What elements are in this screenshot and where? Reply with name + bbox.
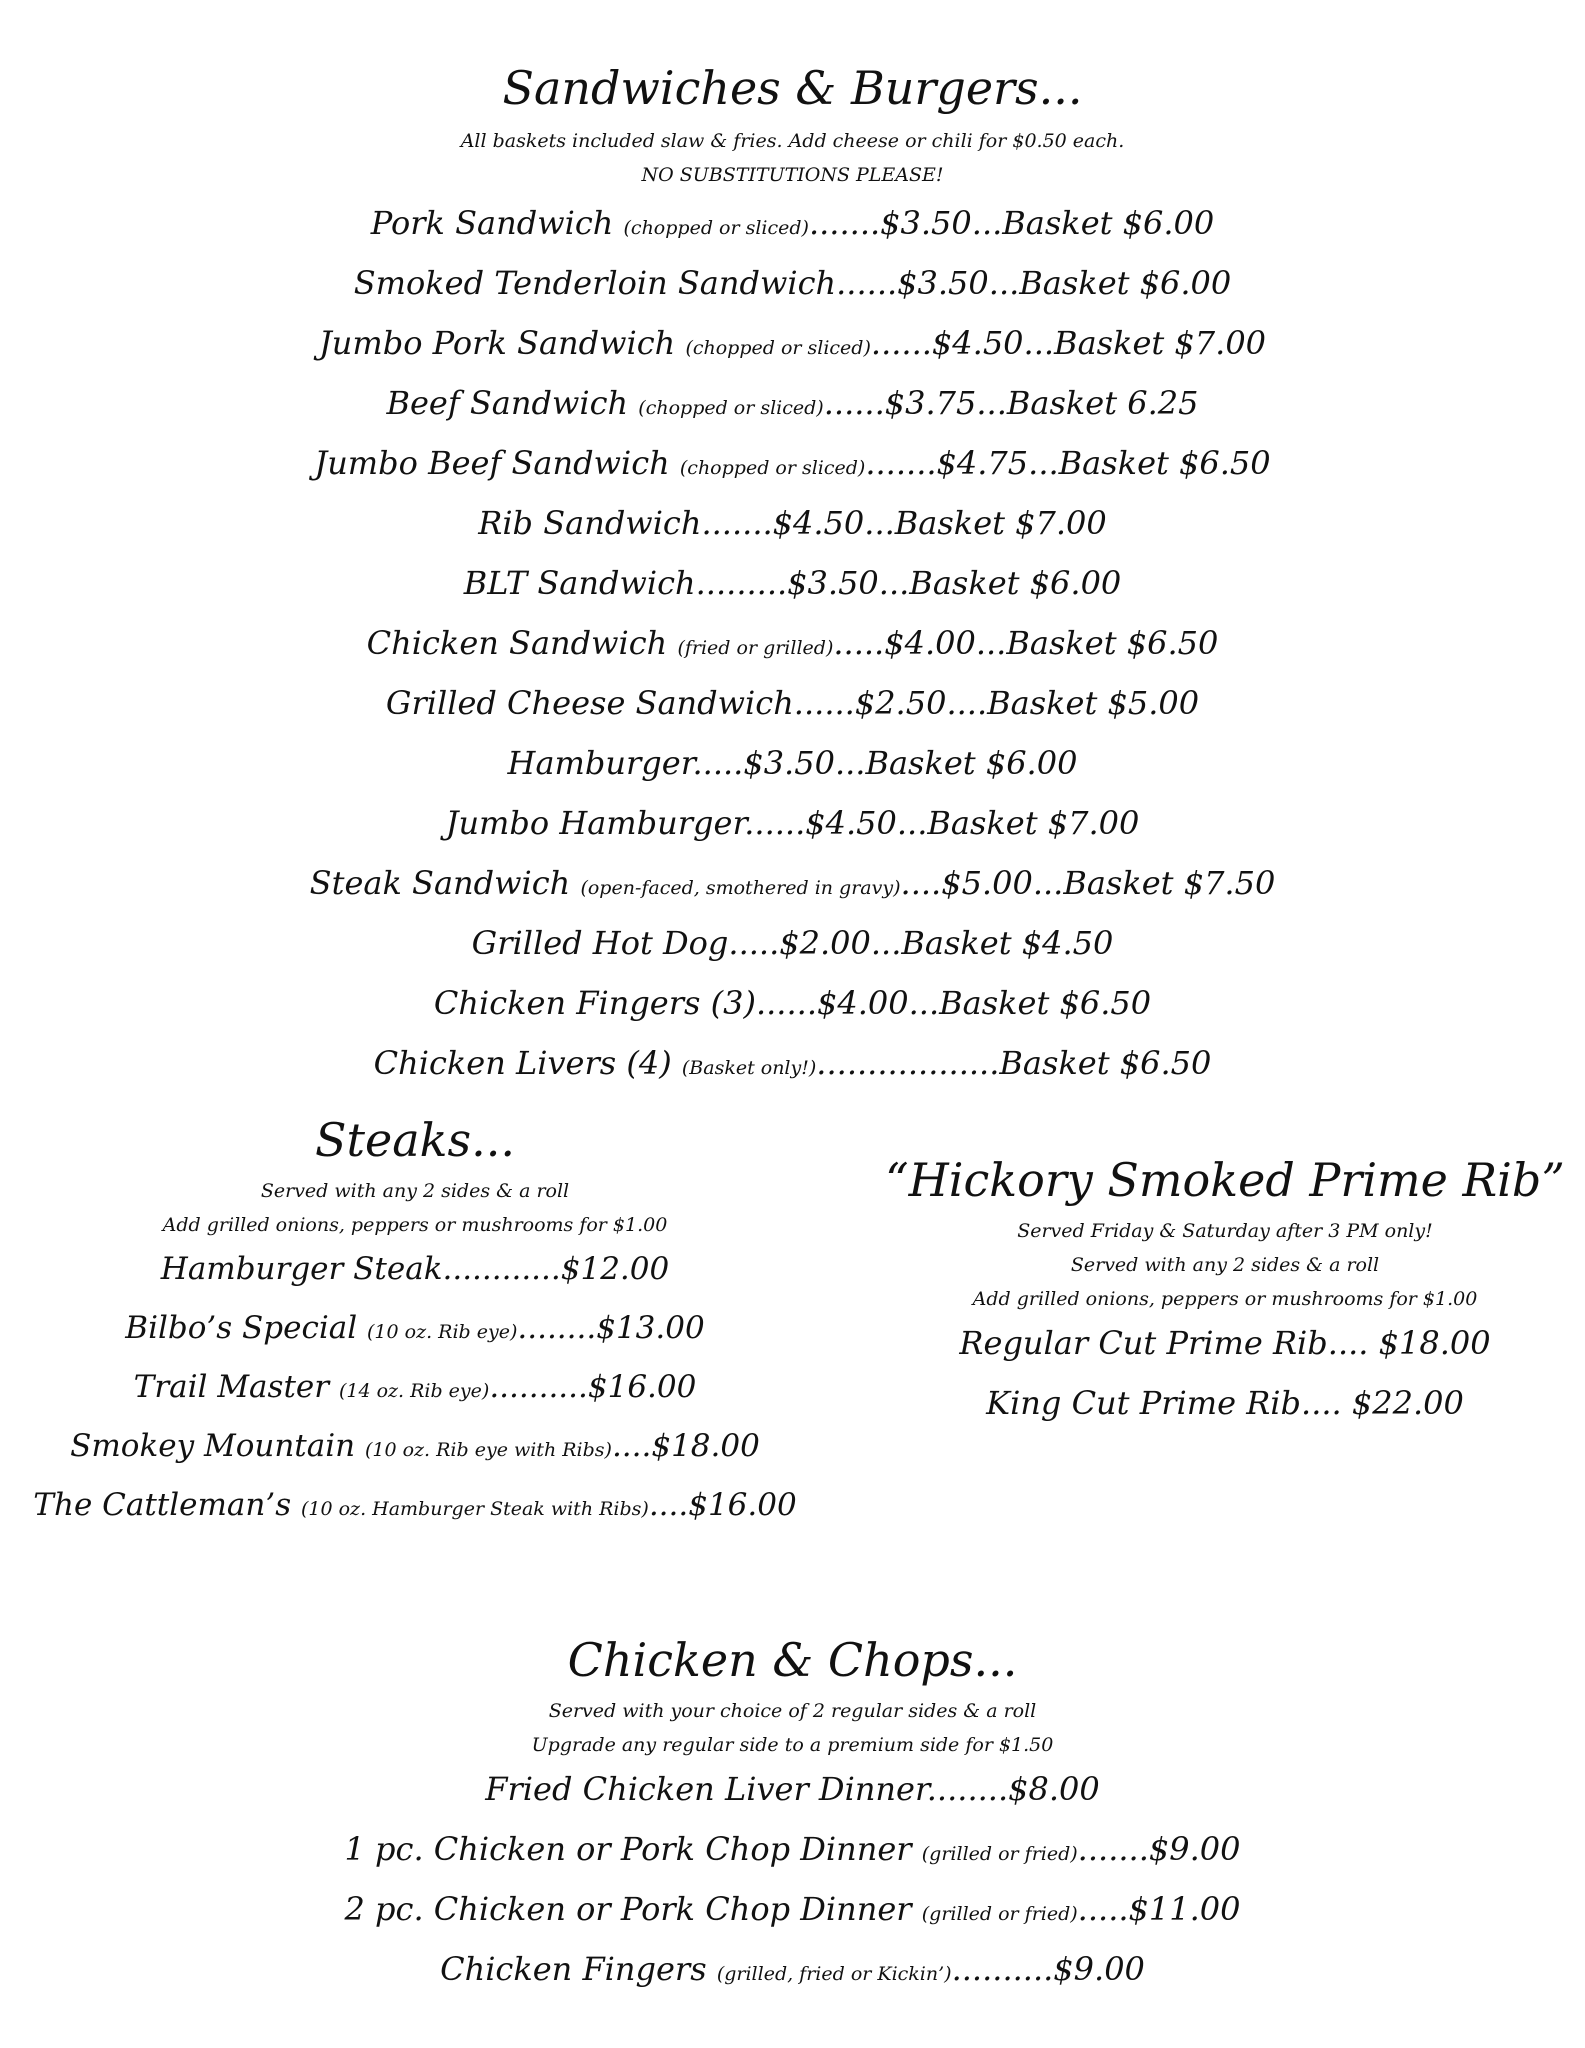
- item-price: ......$2.50....Basket $5.00: [793, 684, 1200, 722]
- item-name: Beef Sandwich: [386, 384, 639, 422]
- item-detail: (grilled or fried): [921, 1843, 1078, 1865]
- steaks-section: [0, 1112, 830, 1537]
- menu-item-list: [880, 1316, 1570, 1436]
- menu-item: [0, 1301, 830, 1360]
- item-name: Grilled Cheese Sandwich: [385, 684, 794, 722]
- menu-item: [0, 556, 1585, 616]
- menu-item: [0, 1942, 1585, 2002]
- item-price: ..................Basket $6.50: [816, 1044, 1212, 1082]
- item-price: .......$3.50...Basket $6.00: [808, 204, 1215, 242]
- menu-item: [880, 1376, 1570, 1436]
- section-note: Served with any 2 sides & a roll: [260, 1180, 570, 1202]
- section-note: Upgrade any regular side to a premium side for $1.50: [531, 1734, 1054, 1756]
- menu-item: [0, 1360, 830, 1419]
- menu-item: [0, 256, 1585, 316]
- item-name: Smoked Tenderloin Sandwich: [353, 264, 837, 302]
- item-price: .......$4.50...Basket $7.00: [701, 504, 1107, 542]
- item-price: ......$4.50...Basket $7.00: [870, 324, 1267, 362]
- item-name: Chicken Fingers: [440, 1950, 717, 1988]
- item-detail: (Basket only!): [681, 1057, 817, 1079]
- item-name: Chicken Fingers (3): [433, 984, 756, 1022]
- section-note: Served with any 2 sides & a roll: [1070, 1254, 1380, 1276]
- item-name: Pork Sandwich: [370, 204, 624, 242]
- section-title: Chicken & Chops...: [567, 1633, 1018, 1687]
- item-price: .......$4.75...Basket $6.50: [865, 444, 1271, 482]
- item-detail: (fried or grilled): [677, 637, 834, 659]
- menu-item: [0, 796, 1585, 856]
- item-name: Chicken Sandwich: [366, 624, 678, 662]
- menu-item: [0, 1036, 1585, 1096]
- menu-item: [0, 676, 1585, 736]
- section-note: Served Friday & Saturday after 3 PM only!: [1017, 1220, 1433, 1242]
- item-detail: (grilled or fried): [921, 1903, 1078, 1925]
- item-name: Rib Sandwich: [478, 504, 702, 542]
- item-price: .....$2.00...Basket $4.50: [728, 924, 1114, 962]
- item-detail: (10 oz. Hamburger Steak with Ribs): [300, 1498, 649, 1520]
- item-price: ......$3.50...Basket $6.00: [836, 264, 1232, 302]
- item-price: .... $22.00: [1301, 1384, 1464, 1422]
- item-name: Hamburger: [507, 744, 693, 782]
- menu-item: [0, 916, 1585, 976]
- item-price: ........$13.00: [517, 1310, 705, 1346]
- item-name: Bilbo’s Special: [125, 1310, 367, 1346]
- item-name: Fried Chicken Liver Dinner: [485, 1770, 927, 1808]
- section-note: Add grilled onions, peppers or mushrooms for $1.00: [972, 1288, 1478, 1310]
- item-name: Smokey Mountain: [70, 1428, 365, 1464]
- menu-item-list: [0, 1242, 830, 1537]
- item-name: 2 pc. Chicken or Pork Chop Dinner: [344, 1890, 922, 1928]
- sandwiches-burgers-section: [0, 60, 1585, 1096]
- menu-item: [0, 1242, 830, 1301]
- item-detail: (grilled, fried or Kickin’): [716, 1963, 952, 1985]
- item-name: Trail Master: [133, 1369, 339, 1405]
- menu-item-list: [0, 196, 1585, 1096]
- section-note: NO SUBSTITUTIONS PLEASE!: [641, 164, 944, 186]
- item-name: 1 pc. Chicken or Pork Chop Dinner: [344, 1830, 922, 1868]
- item-name: Regular Cut Prime Rib: [959, 1324, 1328, 1362]
- menu-item: [0, 1822, 1585, 1882]
- item-name: Chicken Livers (4): [373, 1044, 682, 1082]
- item-price: ......$3.75...Basket 6.25: [823, 384, 1199, 422]
- menu-item: [0, 976, 1585, 1036]
- menu-item: [0, 376, 1585, 436]
- item-detail: (14 oz. Rib eye): [338, 1380, 490, 1402]
- item-detail: (open-faced, smothered in gravy): [580, 877, 901, 899]
- item-detail: (chopped or sliced): [685, 337, 871, 359]
- item-name: Hamburger Steak: [160, 1251, 443, 1287]
- menu-item: [0, 316, 1585, 376]
- item-price: .......$9.00: [1077, 1830, 1241, 1868]
- section-note: All baskets included slaw & fries. Add cheese or chili for $0.50 each.: [460, 130, 1125, 152]
- item-price: ........$8.00: [926, 1770, 1100, 1808]
- item-price: ..........$9.00: [951, 1950, 1145, 1988]
- menu-item: [0, 1478, 830, 1537]
- menu-item: [0, 496, 1585, 556]
- section-title: Steaks...: [315, 1113, 515, 1167]
- item-price: ......$4.50...Basket $7.00: [744, 804, 1140, 842]
- item-name: Jumbo Beef Sandwich: [314, 444, 680, 482]
- item-name: The Cattleman’s: [33, 1487, 301, 1523]
- menu-item-list: [0, 1762, 1585, 2002]
- item-price: ............$12.00: [442, 1251, 670, 1287]
- section-title: “Hickory Smoked Prime Rib”: [885, 1153, 1565, 1207]
- item-price: ....$18.00: [611, 1428, 760, 1464]
- item-name: Grilled Hot Dog: [471, 924, 729, 962]
- item-price: .....$11.00: [1077, 1890, 1241, 1928]
- menu-item: [0, 1419, 830, 1478]
- item-detail: (10 oz. Rib eye with Ribs): [364, 1439, 612, 1461]
- menu-item: [0, 616, 1585, 676]
- menu-item: [880, 1316, 1570, 1376]
- menu-item: [0, 856, 1585, 916]
- item-price: ....$5.00...Basket $7.50: [900, 864, 1276, 902]
- item-price: ......$4.00...Basket $6.50: [755, 984, 1152, 1022]
- section-title: Sandwiches & Burgers...: [502, 61, 1083, 115]
- menu-item: [0, 196, 1585, 256]
- item-name: Steak Sandwich: [309, 864, 581, 902]
- chicken-chops-section: [0, 1632, 1585, 2002]
- item-name: King Cut Prime Rib: [986, 1384, 1302, 1422]
- menu-item: [0, 736, 1585, 796]
- item-detail: (chopped or sliced): [623, 217, 809, 239]
- item-price: .... $18.00: [1327, 1324, 1491, 1362]
- prime-rib-section: [880, 1152, 1570, 1436]
- item-name: BLT Sandwich: [463, 564, 696, 602]
- item-price: .....$3.50...Basket $6.00: [692, 744, 1078, 782]
- section-note: Served with your choice of 2 regular sides & a roll: [548, 1700, 1037, 1722]
- item-price: .....$4.00...Basket $6.50: [833, 624, 1219, 662]
- menu-item: [0, 436, 1585, 496]
- item-name: Jumbo Pork Sandwich: [318, 324, 686, 362]
- item-name: Jumbo Hamburger: [445, 804, 745, 842]
- menu-item: [0, 1882, 1585, 1942]
- item-detail: (chopped or sliced): [638, 397, 824, 419]
- section-note: Add grilled onions, peppers or mushrooms for $1.00: [162, 1214, 668, 1236]
- item-price: ..........$16.00: [489, 1369, 697, 1405]
- menu-item: [0, 1762, 1585, 1822]
- item-price: .........$3.50...Basket $6.00: [695, 564, 1122, 602]
- item-detail: (chopped or sliced): [679, 457, 866, 479]
- item-price: ....$16.00: [648, 1487, 797, 1523]
- item-detail: (10 oz. Rib eye): [367, 1321, 518, 1343]
